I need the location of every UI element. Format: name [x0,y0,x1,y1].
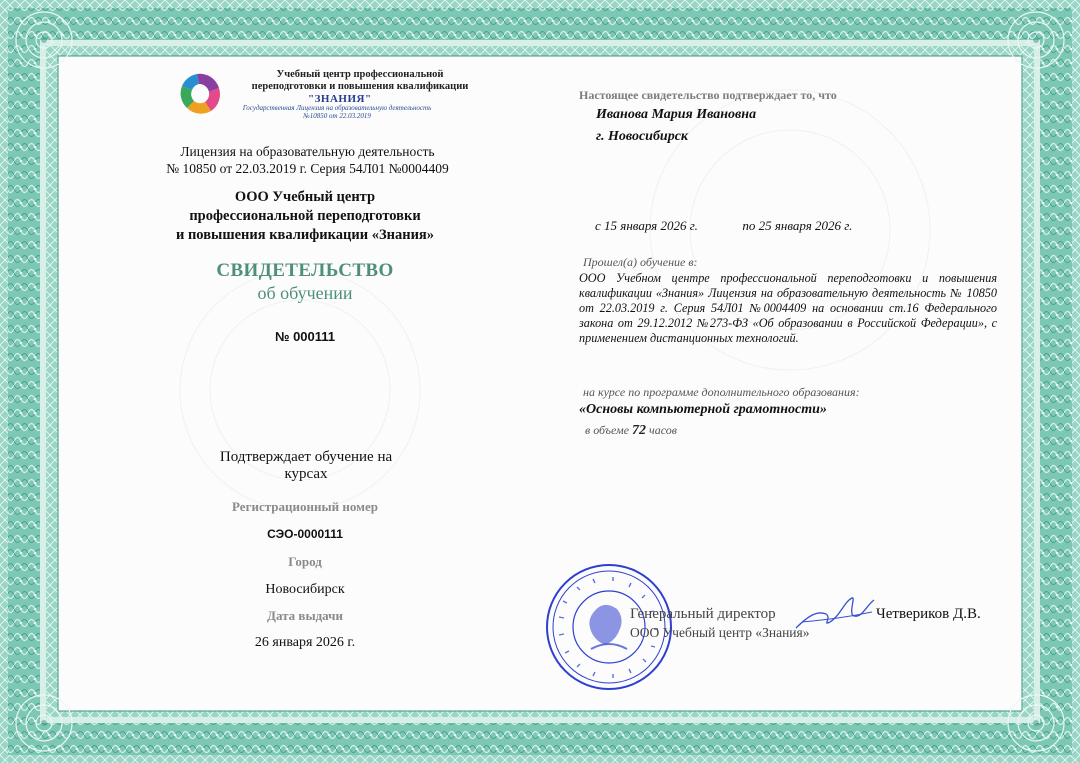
certificate-subtitle: об обучении [257,283,353,303]
hours-value: 72 [632,423,647,438]
logo-subtitle [232,104,442,120]
logo-icon [177,70,225,118]
organization-line3: и повышения квалификации «Знания» [175,227,435,243]
director-signature [792,592,878,636]
recipient-city: г. Новосибирск [596,129,689,144]
logo-title-line2: переподготовки и повышения квалификации [251,81,469,92]
certificate-intro: Настоящее свидетельство подтверждает то, что [579,88,837,102]
reg-number-label: Регистрационный номер [232,499,378,514]
issue-date-value: 26 января 2026 г. [254,635,356,650]
certificate-title: СВИДЕТЕЛЬСТВО [216,260,394,281]
program-hours [585,423,677,439]
logo-name: "ЗНАНИЯ" [308,93,372,105]
city-value: Новосибирск [265,582,345,597]
organization-line2: профессиональной переподготовки [189,208,421,224]
logo-title [225,69,495,93]
organization-name [120,188,490,245]
director-name: Четвериков Д.В. [876,606,981,622]
logo-title-line1: Учебный центр профессиональной [276,69,444,80]
confirms-training [160,449,452,483]
confirms-line1: Подтверждает обучение на [219,449,393,465]
hours-prefix: в объеме [585,423,630,437]
passed-training-label: Прошел(а) обучение в: [583,255,698,269]
training-description: ООО Учебном центре профессиональной переподготовки и повышения квалификации «Знания» Лицензия на образовательную деятельность № 10850 от 22.03.2019 г. Серия 54Л01 №0004409 на основании ст.16 Федерального закона от 29.12.2012 №273-ФЗ «Об образовании в Российской Федерации», с применением дистанционных технологий. [579,271,997,345]
certificate-number: № 000111 [274,329,336,344]
director-organization: ООО Учебный центр «Знания» [630,625,810,640]
logo-sub-line2: №10850 от 22.03.2019 [303,112,371,120]
course-label: на курсе по программе дополнительного образования: [583,385,860,399]
director-title: Генеральный директор [630,606,776,622]
hours-suffix: часов [649,423,677,437]
license-info [130,143,485,177]
city-label: Город [288,554,322,569]
date-from: с 15 января 2026 г. [595,218,698,233]
license-line2: № 10850 от 22.03.2019 г. Серия 54Л01 №0004409 [166,161,449,176]
organization-line1: ООО Учебный центр [234,189,376,205]
reg-number-value: СЭО-0000111 [267,527,343,541]
recipient-name: Иванова Мария Ивановна [596,107,757,122]
training-dates [595,218,852,234]
license-line1: Лицензия на образовательную деятельность [180,144,435,159]
date-to: по 25 января 2026 г. [742,218,853,233]
program-name: «Основы компьютерной грамотности» [579,402,827,417]
logo-sub-line1: Государственная Лицензия на образовательную деятельность [242,104,432,112]
issue-date-label: Дата выдачи [267,608,343,623]
confirms-line2: курсах [284,466,328,482]
